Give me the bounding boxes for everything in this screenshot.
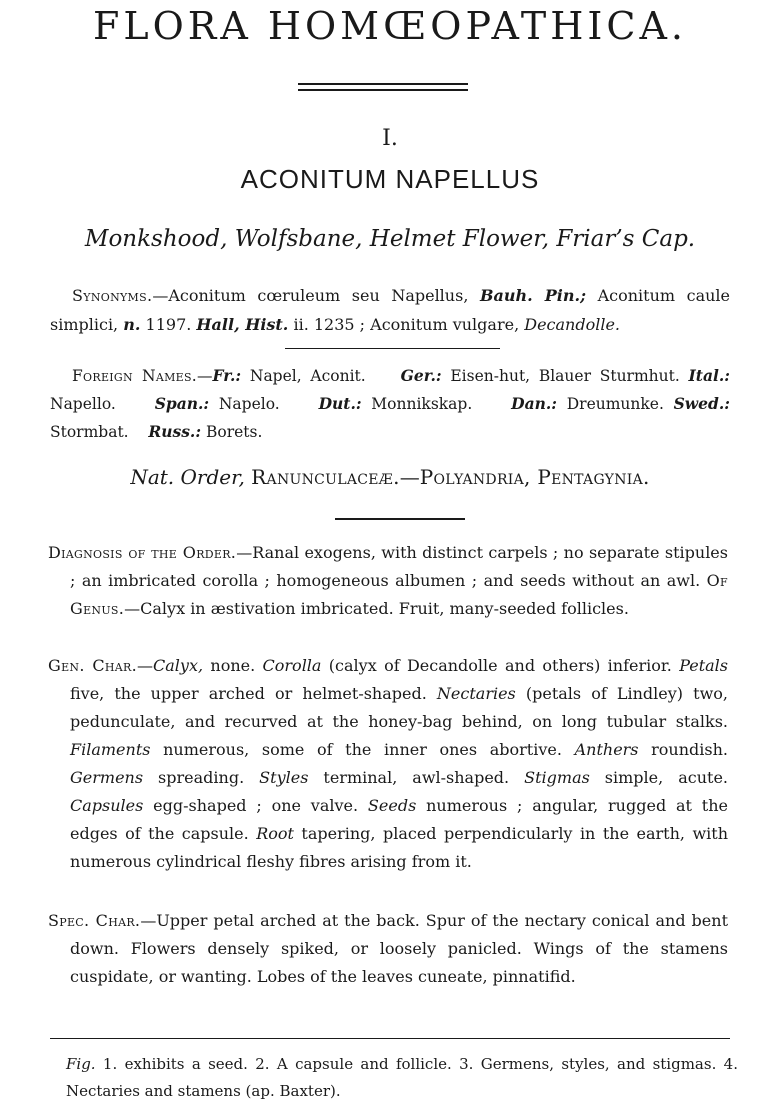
nat-order-family: Ranunculaceæ. (251, 465, 400, 489)
lang-label-dan: Dan.: (511, 394, 558, 413)
figure-caption (48, 1051, 738, 1105)
synonyms-ref: Bauh. Pin.; (479, 286, 586, 305)
synonyms-ref: Hall, Hist. (196, 315, 289, 334)
dash: — (197, 367, 213, 385)
lang-value-span: Napelo. (209, 395, 280, 413)
synonyms-ref: Decandolle. (524, 315, 621, 334)
nat-order-label: Nat. Order, (130, 465, 245, 489)
term: Seeds (367, 796, 417, 815)
section-divider (285, 348, 500, 349)
gen-char-text: (calyx of Decandolle and others) inferior. (321, 656, 680, 675)
lang-value-russ: Borets. (201, 423, 263, 441)
spec-char-text: —Upper petal arched at the back. Spur of the nectary conical and bent down. Flowers densely spiked, or loosely panicled. Wings of the stamens cuspidate, or wanting. Lobes of the leaves cuneate, pinnatifid. (70, 911, 728, 986)
chapter-numeral: I. (382, 126, 398, 151)
synonyms-text: Aconitum caule simplici, (50, 286, 731, 334)
term: Stigmas (524, 768, 590, 787)
gen-char-text: roundish. (638, 740, 729, 759)
foreign-names-paragraph (50, 362, 730, 446)
lang-label-ger: Ger.: (400, 366, 442, 385)
genus-label: Of Genus. (70, 571, 728, 618)
diagnosis-paragraph (48, 539, 728, 623)
footnote-divider (50, 1038, 730, 1039)
synonyms-ref: n. (123, 315, 141, 334)
term: Corolla (262, 656, 322, 675)
title-double-rule (298, 83, 468, 91)
gen-char-text: none. (203, 656, 263, 675)
fig-label: Fig. (66, 1055, 96, 1073)
dash: — (399, 465, 420, 489)
term: Capsules (70, 796, 144, 815)
term: Styles (259, 768, 309, 787)
generic-characters-paragraph (48, 652, 728, 876)
dash: — (137, 656, 154, 675)
book-title: FLORA HOMŒOPATHICA. (93, 4, 687, 48)
gen-char-text: tapering, placed perpendicularly in the earth, with numerous cylindrical fleshy fibres arising from it. (70, 824, 728, 871)
gen-char-text: egg-shaped ; one valve. (143, 796, 368, 815)
lang-value-swed: Stormbat. (50, 423, 129, 441)
lang-value-dan: Dreumunke. (557, 395, 664, 413)
lang-label-russ: Russ.: (148, 422, 202, 441)
lang-value-ital: Napello. (50, 395, 116, 413)
term: Calyx, (153, 656, 204, 675)
foreign-names-label: Foreign Names. (72, 367, 198, 385)
synonyms-text: 1197. (140, 315, 197, 334)
term: Root (256, 824, 294, 843)
diagnosis-text: —Calyx in æstivation imbricated. Fruit, many-seeded follicles. (124, 599, 629, 618)
diagnosis-text: —Ranal exogens, with distinct carpels ; no separate stipules ; an imbricated corolla ; homogeneous albumen ; and seeds without an awl. (70, 543, 728, 590)
synonyms-paragraph (50, 281, 730, 339)
gen-char-text: numerous, some of the inner ones abortive. (150, 740, 575, 759)
diagnosis-label: Diagnosis of the Order. (48, 543, 237, 562)
term: Nectaries (436, 684, 516, 703)
gen-char-text: (petals of Lindley) two, pedunculate, and recurved at the honey-bag behind, on long tubular stalks. (70, 684, 728, 731)
lang-value-dut: Monnikskap. (361, 395, 473, 413)
synonyms-label: Synonyms. (72, 286, 153, 305)
synonyms-text: —Aconitum cœruleum seu Napellus, (152, 286, 480, 305)
lang-value-ger: Eisen-hut, Blauer Sturmhut. (441, 367, 680, 385)
natural-order-line (0, 465, 780, 489)
fig-caption-text: 1. exhibits a seed. 2. A capsule and follicle. 3. Germens, styles, and stigmas. 4. Nectaries and stamens (ap. Baxter). (66, 1055, 738, 1100)
synonyms-text: ii. 1235 ; Aconitum vulgare, (288, 315, 525, 334)
specific-characters-paragraph (48, 907, 728, 991)
lang-label-dut: Dut.: (318, 394, 362, 413)
lang-label-swed: Swed.: (673, 394, 730, 413)
gen-char-label: Gen. Char. (48, 656, 138, 675)
section-divider (335, 518, 465, 520)
term: Anthers (574, 740, 639, 759)
term: Germens (70, 768, 144, 787)
lang-label-fr: Fr.: (212, 366, 242, 385)
nat-order-class: Polyandria, Pentagynia. (419, 465, 650, 489)
gen-char-text: spreading. (143, 768, 260, 787)
gen-char-text: terminal, awl-shaped. (308, 768, 525, 787)
gen-char-text: five, the upper arched or helmet-shaped. (70, 684, 437, 703)
gen-char-text: simple, acute. (589, 768, 729, 787)
lang-value-fr: Napel, Aconit. (241, 367, 366, 385)
plant-name-heading: ACONITUM NAPELLUS (240, 164, 540, 194)
term: Petals (679, 656, 728, 675)
common-names: Monkshood, Wolfsbane, Helmet Flower, Friar’s Cap. (84, 226, 696, 252)
spec-char-label: Spec. Char. (48, 911, 141, 930)
lang-label-span: Span.: (154, 394, 210, 413)
gen-char-text: numerous ; angular, rugged at the edges of the capsule. (70, 796, 729, 843)
term: Filaments (70, 740, 151, 759)
lang-label-ital: Ital.: (688, 366, 731, 385)
